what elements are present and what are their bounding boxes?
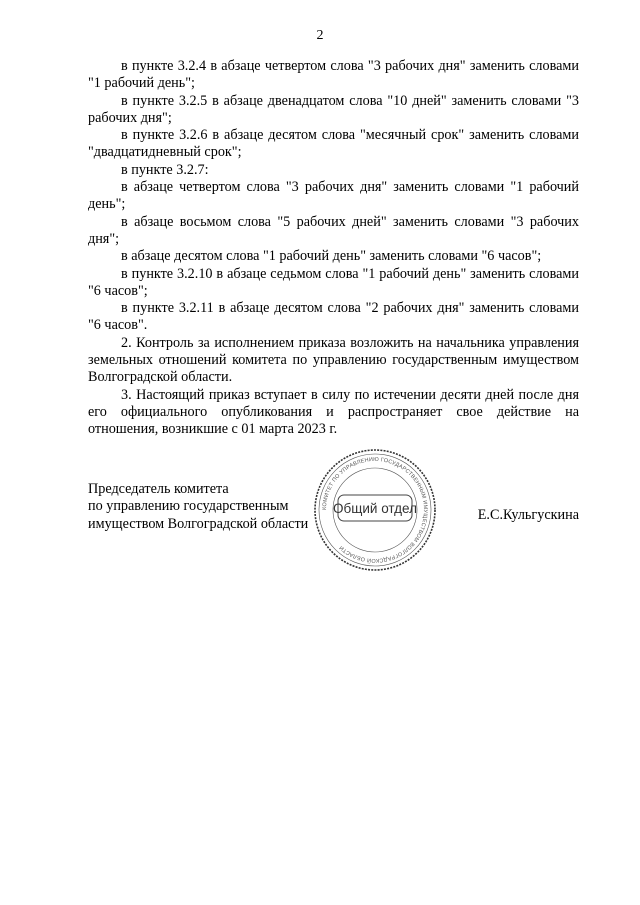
document-body (88, 58, 579, 439)
signatory-title (88, 481, 308, 533)
page-number: 2 (316, 28, 324, 43)
signatory-name: Е.С.Кульгускина (477, 507, 579, 523)
paragraph: в абзаце десятом слова "1 рабочий день" заменить словами "6 часов"; (121, 248, 542, 265)
stamp-ring-text: КОМИТЕТ ПО УПРАВЛЕНИЮ ГОСУДАРСТВЕННЫМ ИМУЩЕСТВОМ ВОЛГОГРАДСКОЙ ОБЛАСТИ (321, 456, 429, 564)
paragraph: 2. Контроль за исполнением приказа возложить на начальника управления земельных отношений комитета по управлению государственным имуществом Волгоградской области. (88, 334, 579, 386)
paragraph: в пункте 3.2.10 в абзаце седьмом слова "1 рабочий день" заменить словами "6 часов"; (88, 265, 579, 299)
signatory-title-line: имуществом Волгоградской области (88, 515, 309, 532)
official-stamp (312, 447, 438, 573)
paragraph: в пункте 3.2.6 в абзаце десятом слова "месячный срок" заменить словами "двадцатидневный срок"; (88, 127, 579, 161)
stamp-graphic (312, 447, 438, 573)
paragraph: в пункте 3.2.7: (121, 161, 209, 178)
paragraph: в пункте 3.2.5 в абзаце двенадцатом слова "10 дней" заменить словами "3 рабочих дня"; (88, 92, 579, 126)
paragraph: в пункте 3.2.11 в абзаце десятом слова "2 рабочих дня" заменить словами "6 часов". (88, 300, 579, 334)
signatory-title-line: по управлению государственным (88, 498, 289, 515)
paragraph: в абзаце четвертом слова "3 рабочих дня" заменить словами "1 рабочий день"; (88, 179, 579, 213)
paragraph: 3. Настоящий приказ вступает в силу по истечении десяти дней после дня его официального опубликования и распространяет свое действие на отношения, возникшие с 01 марта 2023 г. (88, 386, 579, 438)
stamp-label: Общий отдел (333, 501, 417, 516)
paragraph: в абзаце восьмом слова "5 рабочих дней" заменить словами "3 рабочих дня"; (88, 213, 579, 247)
paragraph: в пункте 3.2.4 в абзаце четвертом слова "3 рабочих дня" заменить словами "1 рабочий день"; (88, 58, 579, 92)
signatory-title-line: Председатель комитета (88, 481, 229, 497)
